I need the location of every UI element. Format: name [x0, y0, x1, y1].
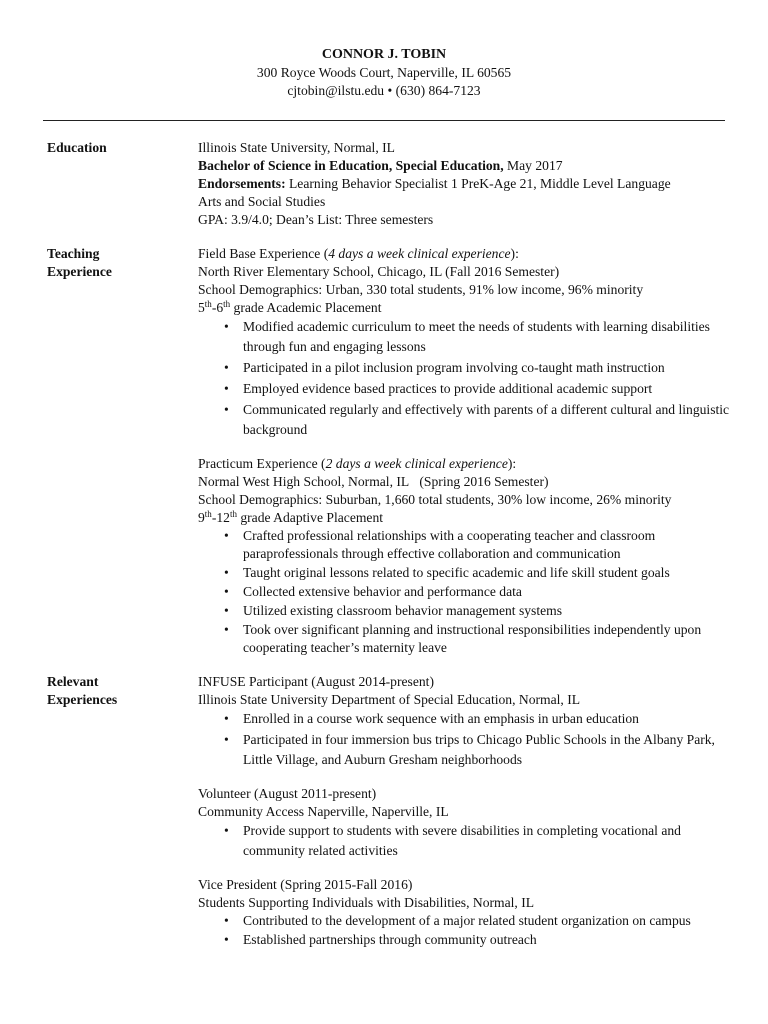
section-label-teaching-line2: Experience [47, 264, 112, 279]
grade-placement: grade Adaptive Placement [236, 510, 384, 525]
field-title-close: ): [510, 246, 519, 261]
endorsements-text: Learning Behavior Specialist 1 PreK-Age 21, Middle Level Language [285, 176, 671, 191]
list-item: • Modified academic curriculum to meet the needs of students with learning disabilities through fun and engaging lessons [198, 317, 733, 357]
list-item: • Collected extensive behavior and performance data [198, 583, 733, 601]
section-label-teaching [47, 245, 112, 281]
practicum-demographics: School Demographics: Suburban, 1,660 total students, 30% low income, 26% minority [198, 492, 672, 507]
header-divider [43, 120, 725, 121]
grade-end: -12 [211, 510, 230, 525]
grade-start-sup: th [204, 299, 212, 309]
volunteer-title: Volunteer (August 2011-present) [198, 786, 377, 801]
practicum-school: Normal West High School, Normal, IL (Spring 2016 Semester) [198, 474, 549, 489]
resume-header [0, 46, 768, 100]
education-endorsements [198, 175, 728, 193]
degree-date: May 2017 [503, 158, 563, 173]
education-section [198, 139, 728, 229]
list-item: • Employed evidence based practices to provide additional academic support [198, 379, 733, 399]
list-item: • Established partnerships through community outreach [198, 931, 733, 949]
vp-bullet-list [198, 912, 728, 949]
degree-title: Bachelor of Science in Education, Special Education, [198, 158, 504, 173]
field-experience [198, 245, 728, 441]
grade-start-sup: th [204, 509, 212, 519]
vice-president-experience [198, 876, 728, 950]
section-label-relevant [47, 673, 117, 709]
field-school: North River Elementary School, Chicago, IL (Fall 2016 Semester) [198, 264, 560, 279]
list-item: • Took over significant planning and instructional responsibilities independently upon cooperating teacher’s maternity leave [198, 621, 733, 657]
list-item: • Taught original lessons related to specific academic and life skill student goals [198, 564, 733, 582]
candidate-name: CONNOR J. TOBIN [321, 47, 447, 62]
grade-end-sup: th [229, 509, 237, 519]
list-item: • Crafted professional relationships with a cooperating teacher and classroom paraprofessionals through effective collaboration and communication [198, 527, 733, 563]
contact-info: cjtobin@ilstu.edu • (630) 864-7123 [287, 83, 481, 98]
practicum-title [198, 455, 728, 473]
vp-org: Students Supporting Individuals with Disabilities, Normal, IL [198, 895, 535, 910]
infuse-title: INFUSE Participant (August 2014-present) [198, 674, 434, 689]
grade-end-sup: th [223, 299, 231, 309]
practicum-grade [198, 509, 728, 527]
endorsements-label: Endorsements: [198, 176, 286, 191]
section-label-teaching-line1: Teaching [47, 246, 100, 261]
grade-placement: grade Academic Placement [230, 300, 382, 315]
grade-start: 9 [198, 510, 205, 525]
practicum-title-italic: 2 days a week clinical experience [325, 456, 508, 471]
education-school: Illinois State University, Normal, IL [198, 140, 395, 155]
infuse-bullet-list [198, 709, 728, 770]
section-label-relevant-line2: Experiences [47, 692, 118, 707]
field-grade [198, 299, 728, 317]
section-label-relevant-line1: Relevant [47, 674, 99, 689]
education-degree [198, 157, 728, 175]
list-item: • Communicated regularly and effectively with parents of a different cultural and linguistic background [198, 400, 733, 440]
field-title-italic: 4 days a week clinical experience [328, 246, 511, 261]
volunteer-bullet-list [198, 821, 728, 861]
grade-end: -6 [211, 300, 224, 315]
infuse-org: Illinois State University Department of Special Education, Normal, IL [198, 692, 581, 707]
volunteer-org: Community Access Naperville, Naperville, IL [198, 804, 449, 819]
section-label-education: Education [47, 140, 107, 155]
practicum-experience [198, 455, 728, 658]
grade-start: 5 [198, 300, 205, 315]
mailing-address: 300 Royce Woods Court, Naperville, IL 60565 [256, 65, 512, 80]
field-bullet-list [198, 317, 728, 440]
field-title [198, 245, 728, 263]
list-item: • Utilized existing classroom behavior management systems [198, 602, 733, 620]
field-title-text: Field Base Experience ( [198, 246, 329, 261]
infuse-experience [198, 673, 728, 771]
list-item: • Contributed to the development of a major related student organization on campus [198, 912, 733, 930]
list-item: • Enrolled in a course work sequence with an emphasis in urban education [198, 709, 733, 729]
education-gpa: GPA: 3.9/4.0; Dean’s List: Three semesters [198, 212, 434, 227]
endorsements-text-cont: Arts and Social Studies [198, 194, 326, 209]
practicum-bullet-list [198, 527, 728, 657]
vp-title: Vice President (Spring 2015-Fall 2016) [198, 877, 413, 892]
list-item: • Participated in four immersion bus trips to Chicago Public Schools in the Albany Park, Little Village, and Auburn Gresham neighborhoods [198, 730, 733, 770]
list-item: • Participated in a pilot inclusion program involving co-taught math instruction [198, 358, 733, 378]
practicum-title-text: Practicum Experience ( [198, 456, 326, 471]
field-demographics: School Demographics: Urban, 330 total students, 91% low income, 96% minority [198, 282, 644, 297]
volunteer-experience [198, 785, 728, 862]
list-item: • Provide support to students with severe disabilities in completing vocational and community related activities [198, 821, 733, 861]
practicum-title-close: ): [507, 456, 517, 471]
